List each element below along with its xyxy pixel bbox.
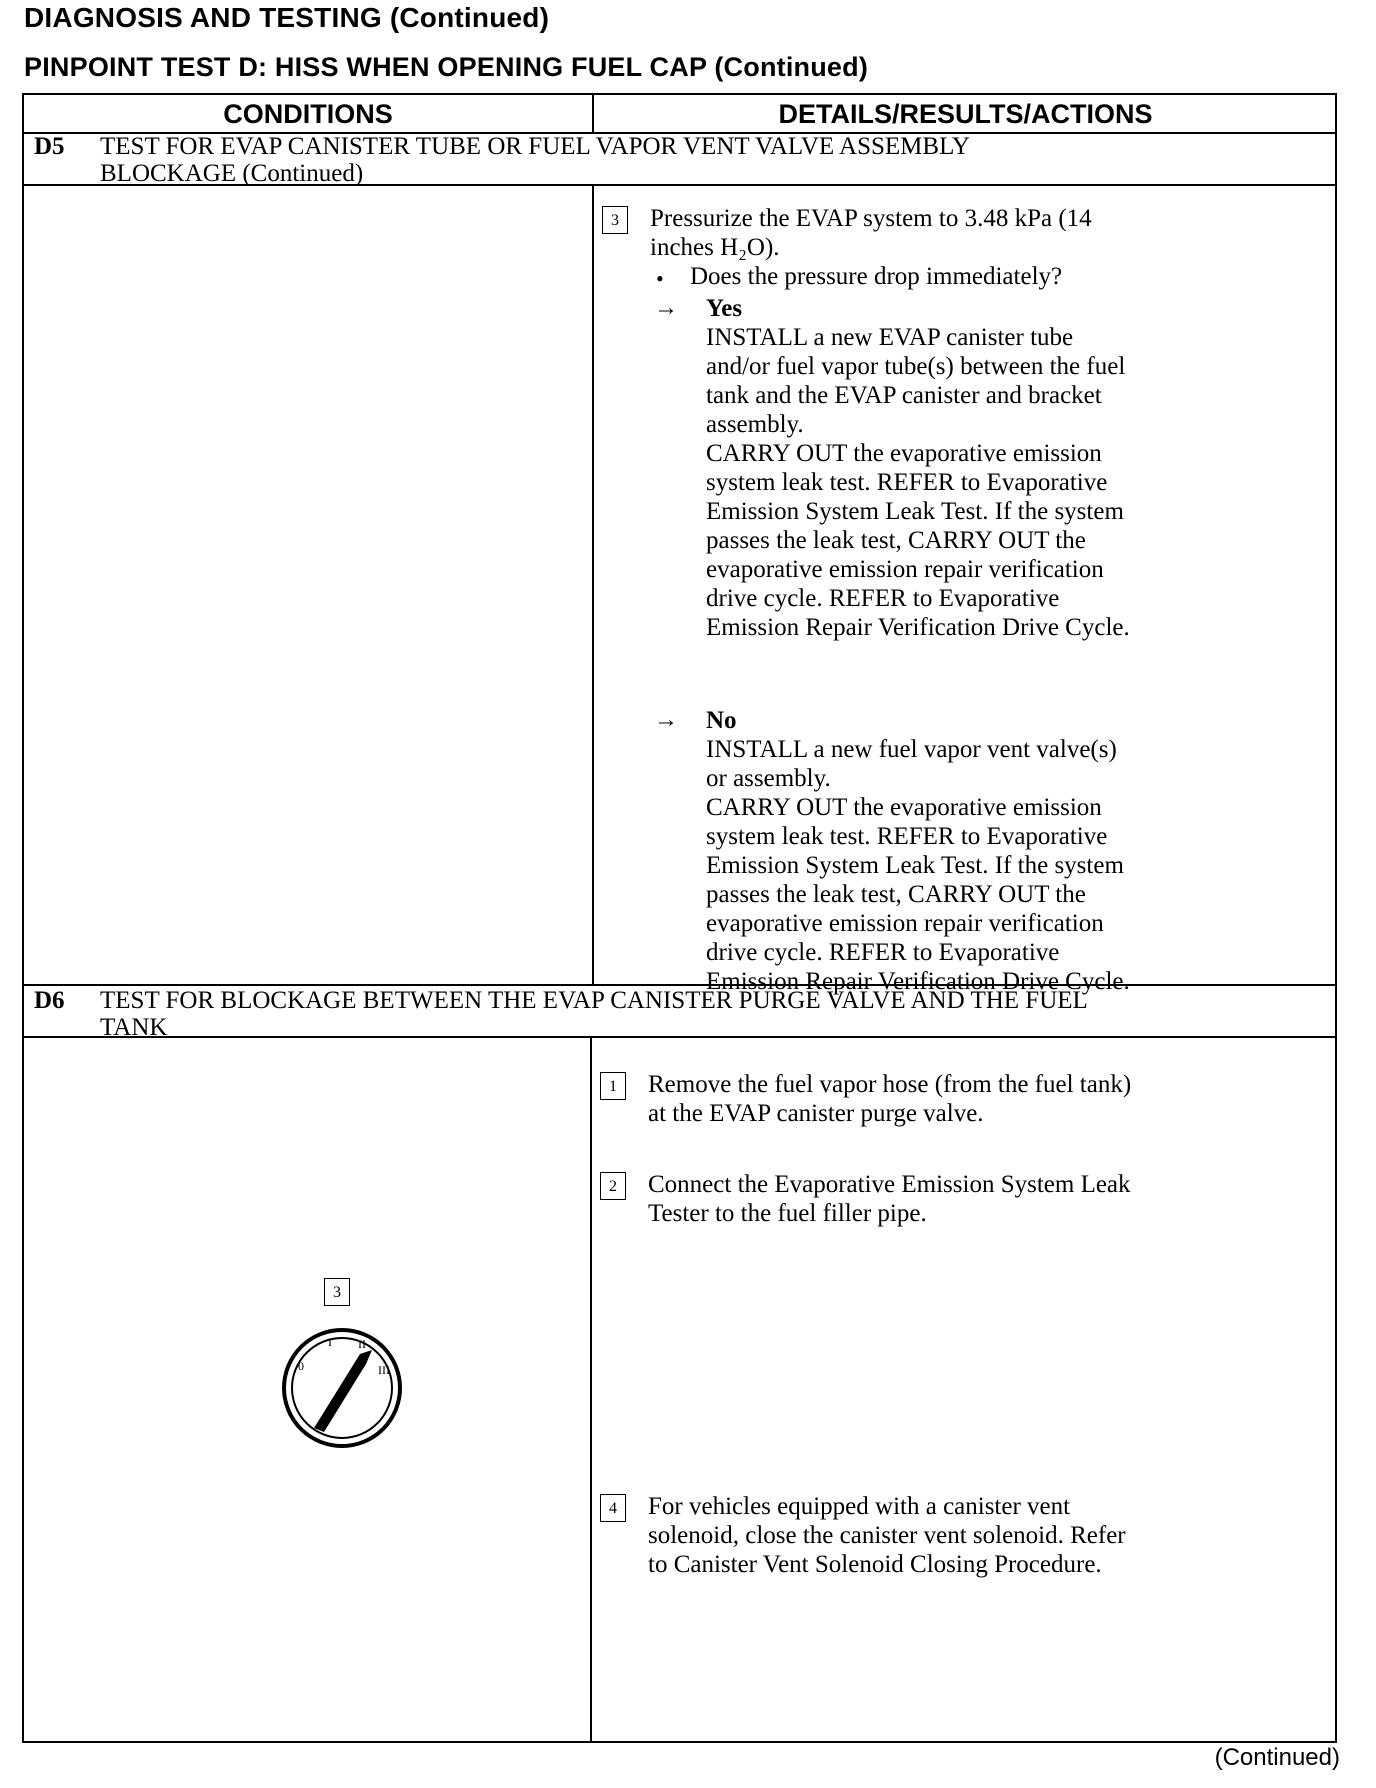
dial-label: I [328, 1335, 332, 1349]
arrow-right-icon: → [654, 707, 678, 733]
d6-step1-instruction: Remove the fuel vapor hose (from the fuel tank) at the EVAP canister purge valve. [648, 1071, 1132, 1127]
step-number-box: 1 [600, 1072, 626, 1100]
continued-footer: (Continued) [1214, 1744, 1340, 1771]
dial-label: 0 [298, 1359, 304, 1373]
arrow-right-icon: → [654, 295, 678, 321]
pinpoint-test-title: PINPOINT TEST D: HISS WHEN OPENING FUEL CAP (Continued) [24, 52, 869, 82]
d6-step4-instruction: For vehicles equipped with a canister vent solenoid, close the canister vent solenoid. Refer to Canister Vent Solenoid Closing Procedure. [648, 1493, 1126, 1578]
d6-top-rule [24, 984, 1335, 986]
dial-label: III [378, 1363, 390, 1377]
d5-details-cell [594, 184, 1337, 995]
step-d6-title: TEST FOR BLOCKAGE BETWEEN THE EVAP CANISTER PURGE VALVE AND THE FUEL TANK [100, 987, 1088, 1041]
d6-details-cell [592, 1036, 1337, 1743]
details-column-header: DETAILS/RESULTS/ACTIONS [778, 99, 1153, 129]
step-number-box: 2 [600, 1172, 626, 1200]
pinpoint-test-table [22, 93, 1337, 1743]
step-number-box: 3 [324, 1278, 350, 1306]
d6-step2-instruction: Connect the Evaporative Emission System Leak Tester to the fuel filler pipe. [648, 1171, 1131, 1227]
d5-yes-result: Yes INSTALL a new EVAP canister tube and/or fuel vapor tube(s) between the fuel tank and the EVAP canister and bracket assembly. CARRY OUT the evaporative emission system leak test. REFER to Evaporative Emission System Leak Test. If the system passes the leak test, CARRY OUT the evaporative emission repair verification drive cycle. REFER to Evaporative Emission Repair Verification Drive Cycle. [706, 295, 1130, 641]
step-d5-title: TEST FOR EVAP CANISTER TUBE OR FUEL VAPOR VENT VALVE ASSEMBLY BLOCKAGE (Continued) [100, 133, 970, 187]
d5-no-result: No INSTALL a new fuel vapor vent valve(s) or assembly. CARRY OUT the evaporative emission system leak test. REFER to Evaporative Emission System Leak Test. If the system passes the leak test, CARRY OUT the evaporative emission repair verification drive cycle. REFER to Evaporative Emission Repair Verification Drive Cycle. [706, 707, 1130, 995]
d5-step3-instruction: Pressurize the EVAP system to 3.48 kPa (14 inches H₂O). [650, 205, 1092, 261]
d5-question: Does the pressure drop immediately? [690, 263, 1063, 290]
step-d5-id: D5 [34, 133, 65, 160]
bullet-icon: • [656, 266, 664, 291]
ignition-switch-icon [272, 1318, 412, 1458]
step-d6-id: D6 [34, 987, 65, 1014]
step-number-box: 3 [602, 206, 628, 234]
step-number-box: 4 [600, 1494, 626, 1522]
dial-label: II [358, 1337, 366, 1351]
d6-conditions-cell [24, 1036, 590, 1743]
header-divider [592, 95, 594, 132]
conditions-column-header: CONDITIONS [223, 99, 393, 129]
page-title: DIAGNOSIS AND TESTING (Continued) [24, 2, 550, 33]
